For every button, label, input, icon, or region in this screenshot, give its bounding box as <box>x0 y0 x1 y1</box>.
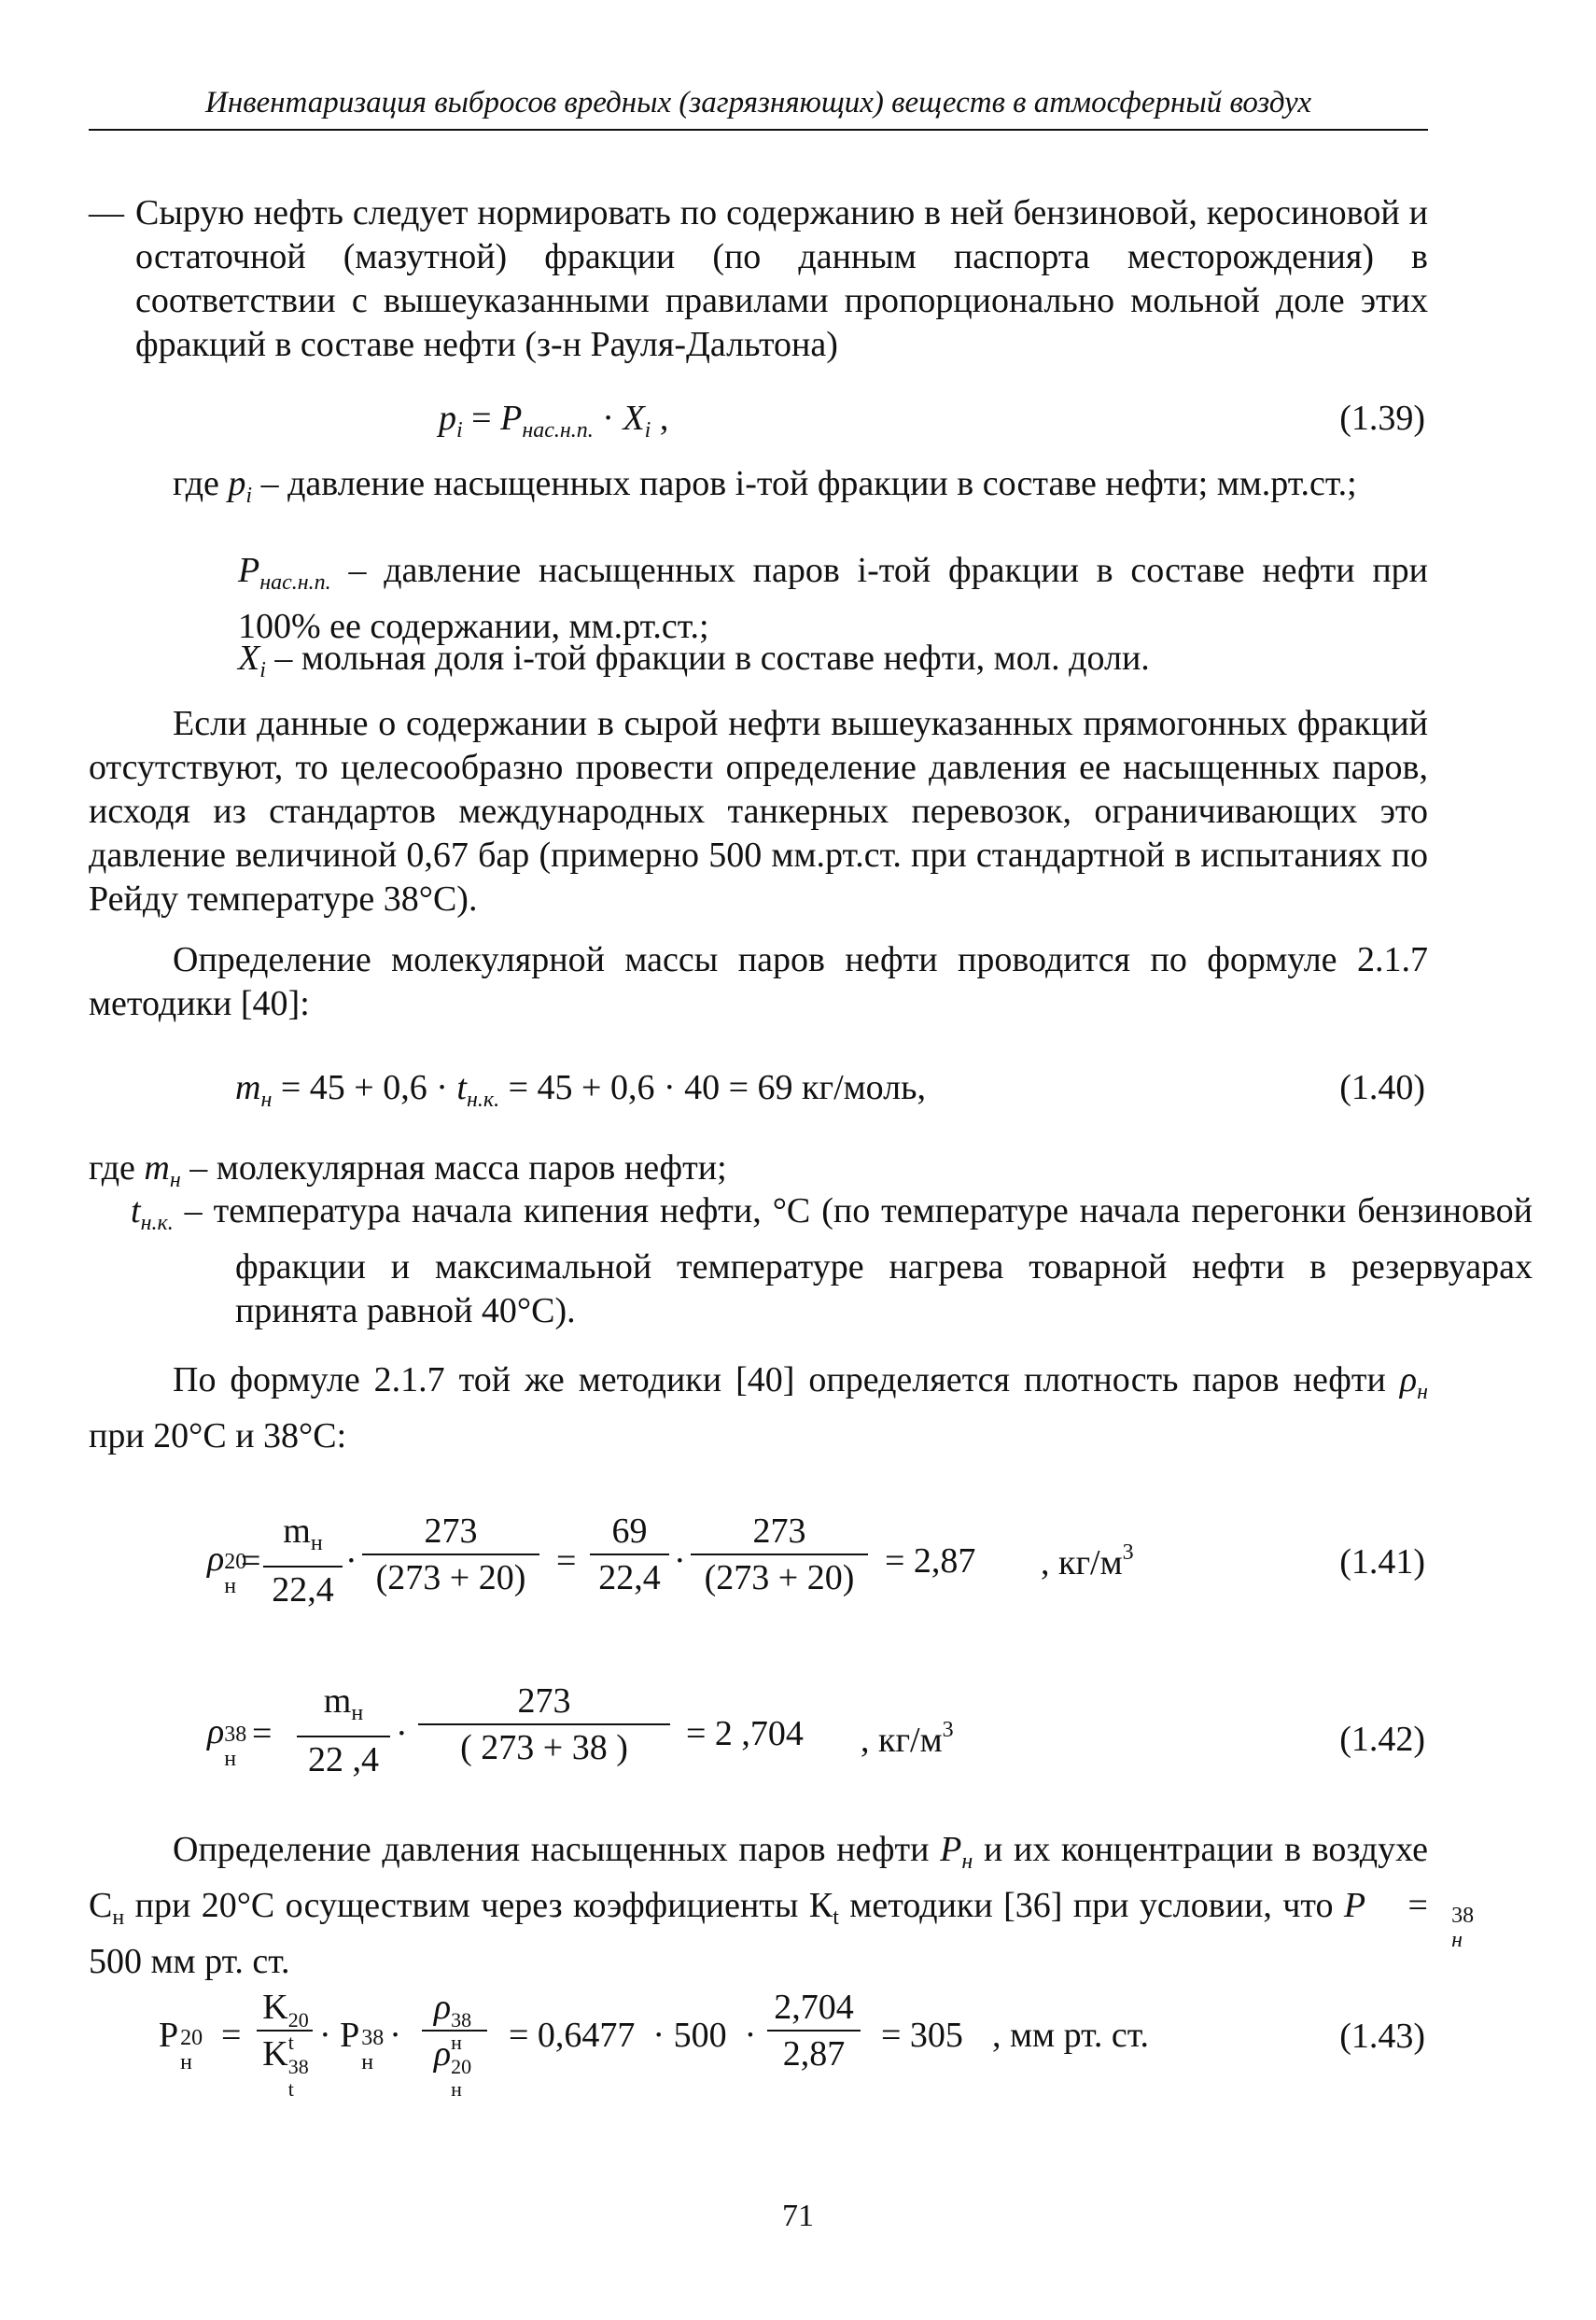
eq141-fraction-2: 273 (273 + 20) <box>362 1511 539 1598</box>
eq143-fraction-rho: ρ 38 н ρ 20 н <box>422 1987 487 2074</box>
paragraph-density: По формуле 2.1.7 той же методики [40] определяется плотность паров нефти $\rho_н$ при 20°С и 38°С: <box>89 1360 1428 1455</box>
document-page: Инвентаризация выбросов вредных (загрязняющих) веществ в атмосферный воздух — Сырую нефть следует нормировать по содержанию в ней бензиновой, керосиновой и остаточной (мазутной) фракции (по данным паспорта месторождения) в соответствии с вышеуказанными правилами пропорционально мольной доле этих фракций в составе нефти (з-н Рауля-Дальтона) $p_i = P_{нас.н.п.} \cdot X_i$ , (1.39) где $p_i$ – давление насыщенных паров i-той фракции в составе нефти; мм.рт.ст.; $P_{нас.н.п.}$ – давление насыщенных паров i-той фракции в составе нефти при 100% ее содержании, мм.рт.ст.; $X_i$ – мольная доля i-той фракции в составе нефти, мол. доли. Если данные о содержании в сырой нефти вышеуказанных прямогонных фракций отсутствуют, то целесообразно провести определение давления ее насыщенных паров, исходя из стандартов международных танкерных перевозок, ограничивающих это давление величиной 0,67 бар (примерно 500 мм.рт.ст. при стандартной в испытаниях по Рейду температуре 38°С). Определение молекулярной массы паров нефти проводится по формуле 2.1.7 методики [40]: $m_н = 45 + 0,6 \cdot t_{н.к.} = 45 + 0,6 \cdot 40 = 69$ кг/моль, (1.40) где $m_н$ – молекулярная масса паров нефти; $t_{н.к.}$ – температура начала кипения нефти, °С (по температуре начала перегонки бензиновой фракции и максимальной температуре нагрева товарной нефти в резервуарах принята равной 40°С). По формуле 2.1.7 той же методики [40] определяется плотность паров нефти $\rho_н$ при 20°С и 38°С: ρ 20 н = $m_н$ 22,4 · 273 (273 + 20) = 69 22,4 · 273 (273 + 20) = 2,87 , $кг/м^3$ (1.41) ρ 38 н = $m_н$ 22 ,4 · 273 ( 273 + 38 ) = 2 ,704 , $кг/м^3$ (1.42) Определение давления насыщенных паров нефти $P_н$ и их концентрации в воздухе $С_н$ при 20°С осуществим через коэффициенты $К_t$ методики [36] при условии, что P 38 н = 500 мм рт. ст. P 20 н = K 20 t K 38 t · P 38 н · ρ 38 н ρ 20 н = 0,6477 · 500 · 2,704 2,87 = 305 , мм рт. ст. (1.43) 71 <box>0 0 1596 2320</box>
eq139-lhs: p <box>439 399 456 438</box>
eq143-fraction-k: K 20 t K 38 t <box>257 1987 313 2074</box>
equation-1-40: $m_н = 45 + 0,6 \cdot t_{н.к.} = 45 + 0,6 \cdot 40 = 69$ кг/моль, <box>235 1068 926 1112</box>
eq143-fraction-values: 2,704 2,87 <box>767 1987 861 2074</box>
header-rule <box>89 129 1428 131</box>
paragraph-molecular-mass: Определение молекулярной массы паров нефти проводится по формуле 2.1.7 методики [40]: <box>89 940 1428 1023</box>
eq142-fraction-1: $m_н$ 22 ,4 <box>297 1680 390 1780</box>
paragraph-saturated-pressure: Определение давления насыщенных паров нефти $P_н$ и их концентрации в воздухе $С_н$ при 20°С осуществим через коэффициенты $К_t$ методики [36] при условии, что P 38 н = 500 мм рт. ст. <box>89 1830 1475 1981</box>
definition-p-i: где $p_i$ – давление насыщенных паров i-той фракции в составе нефти; мм.рт.ст.; <box>173 464 1357 508</box>
page-number: 71 <box>782 2199 814 2233</box>
eq141-fraction-3: 69 22,4 <box>590 1511 669 1598</box>
equation-number-1-43: (1.43) <box>1339 2017 1425 2056</box>
definition-t-nk: $t_{н.к.}$ – температура начала кипения нефти, °С (по температуре начала перегонки бензиновой фракции и максимальной температуре нагрева товарной нефти в резервуарах принята равной 40°С). <box>131 1191 1533 1330</box>
equation-1-39: $p_i = P_{нас.н.п.} \cdot X_i$ , <box>439 399 669 443</box>
equation-number-1-39: (1.39) <box>1339 399 1425 438</box>
definition-x-i: $X_i$ – мольная доля i-той фракции в составе нефти, мол. доли. <box>238 639 1150 682</box>
definition-m-n: где $m_н$ – молекулярная масса паров нефти; <box>89 1148 727 1192</box>
running-header: Инвентаризация выбросов вредных (загрязняющих) веществ в атмосферный воздух <box>205 86 1311 120</box>
equation-number-1-42: (1.42) <box>1339 1720 1425 1759</box>
definition-p-nas: $P_{нас.н.п.}$ – давление насыщенных паров i-той фракции в составе нефти при 100% ее содержании, мм.рт.ст.; <box>238 551 1428 646</box>
equation-number-1-41: (1.41) <box>1339 1542 1425 1582</box>
eq141-fraction-1: $m_н$ 22,4 <box>263 1511 343 1610</box>
eq141-fraction-4: 273 (273 + 20) <box>691 1511 868 1598</box>
bullet-dash: — <box>89 193 124 232</box>
eq142-fraction-2: 273 ( 273 + 38 ) <box>418 1680 670 1768</box>
equation-number-1-40: (1.40) <box>1339 1068 1425 1107</box>
paragraph-pressure: Если данные о содержании в сырой нефти вышеуказанных прямогонных фракций отсутствуют, то целесообразно провести определение давления ее насыщенных паров, исходя из стандартов международных танкерных перевозок, ограничивающих это давление величиной 0,67 бар (примерно 500 мм.рт.ст. при стандартной в испытаниях по Рейду температуре 38°С). <box>89 704 1428 919</box>
bullet-paragraph: Сырую нефть следует нормировать по содержанию в ней бензиновой, керосиновой и остаточной (мазутной) фракции (по данным паспорта месторождения) в соответствии с вышеуказанными правилами пропорционально мольной доле этих фракций в составе нефти (з-н Рауля-Дальтона) <box>135 193 1428 364</box>
